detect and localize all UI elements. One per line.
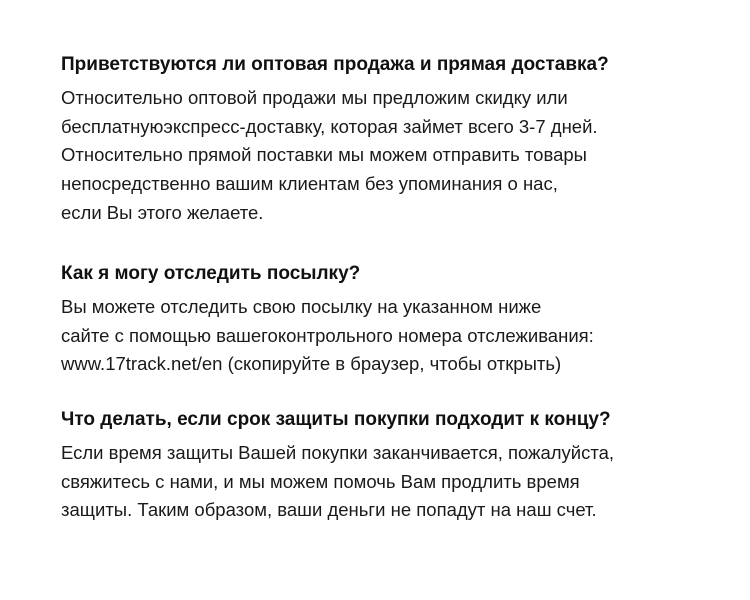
- faq-answer: [61, 439, 614, 525]
- faq-answer-line: Относительно оптовой продажи мы предложим скидку или: [61, 87, 568, 108]
- faq-item-tracking: [61, 261, 594, 379]
- faq-answer-line: если Вы этого желаете.: [61, 201, 264, 223]
- faq-answer-line: сайте с помощью вашегоконтрольного номера отслеживания:: [61, 324, 594, 346]
- faq-answer: [61, 84, 609, 228]
- faq-answer-line: www.17track.net/en (скопируйте в браузер, чтобы открыть): [61, 353, 562, 375]
- faq-answer-line: свяжитесь с нами, и мы можем помочь Вам продлить время: [61, 470, 580, 492]
- faq-answer-line: непосредственно вашим клиентам без упоминания о нас,: [61, 173, 558, 195]
- faq-answer-line: Относительно прямой поставки мы можем отправить товары: [61, 144, 587, 166]
- faq-question: Что делать, если срок защиты покупки подходит к концу?: [61, 409, 611, 430]
- faq-answer-line: Вы можете отследить свою посылку на указанном ниже: [61, 296, 542, 317]
- faq-question: Приветствуются ли оптовая продажа и прямая доставка?: [61, 54, 609, 75]
- faq-answer-line: Если время защиты Вашей покупки заканчивается, пожалуйста,: [61, 442, 615, 463]
- faq-item-wholesale: [61, 52, 609, 228]
- faq-question: Как я могу отследить посылку?: [61, 263, 361, 284]
- faq-item-protection: [61, 407, 614, 525]
- faq-answer-line: защиты. Таким образом, ваши деньги не попадут на наш счет.: [61, 499, 597, 521]
- faq-answer: [61, 293, 594, 379]
- faq-answer-line: бесплатнуюэкспресс-доставку, которая займет всего 3-7 дней.: [61, 115, 598, 137]
